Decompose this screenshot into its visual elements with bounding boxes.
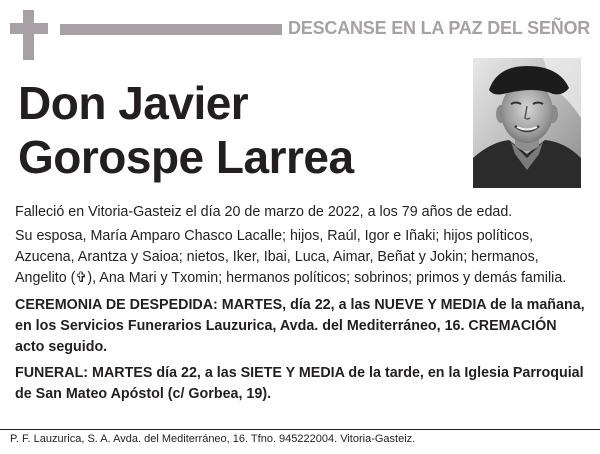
cross-icon [23,10,34,60]
family-list-part-2: ), Ana Mari y Txomin; hermanos políticos; sobrinos; primos y demás familia. [87,270,567,286]
family-list-part-1: Su esposa, María Amparo Chasco Lacalle; hijos, Raúl, Igor e Iñaki; hijos políticos, Azucena, Arantza y Saioa; nietos, Iker, Ibai, Luca, Aimar, Beñat y Jokin; hermanos, Angelito ( [15,228,539,286]
header-title: DESCANSE EN LA PAZ DEL SEÑOR [288,18,591,38]
death-notice: Falleció en Vitoria-Gasteiz el día 20 de marzo de 2022, a los 79 años de edad. [15,204,513,220]
name-line-2: Gorospe Larrea [18,131,354,183]
portrait-photo [473,58,581,188]
deceased-cross-icon: ✞ [75,270,88,286]
family-list [15,226,585,289]
funeral-info: FUNERAL: MARTES día 22, a las SIETE Y MEDIA de la tarde, en la Iglesia Parroquial de San Mateo Apóstol (c/ Gorbea, 19). [15,365,584,402]
name-line-1: Don Javier [18,77,249,129]
cross-icon-arm [10,23,48,34]
portrait-image [473,58,581,188]
ceremony-info: CEREMONIA DE DESPEDIDA: MARTES, día 22, a las NUEVE Y MEDIA de la mañana, en los Servicios Funerarios Lauzurica, Avda. del Mediterráneo, 16. CREMACIÓN acto seguido. [15,297,585,355]
deceased-name [18,76,354,184]
obituary-body [15,202,585,405]
footer-rule [0,429,600,430]
header-rule [60,24,282,35]
funeral-home-footer: P. F. Lauzurica, S. A. Avda. del Mediterráneo, 16. Tfno. 945222004. Vitoria-Gasteiz. [10,433,416,445]
